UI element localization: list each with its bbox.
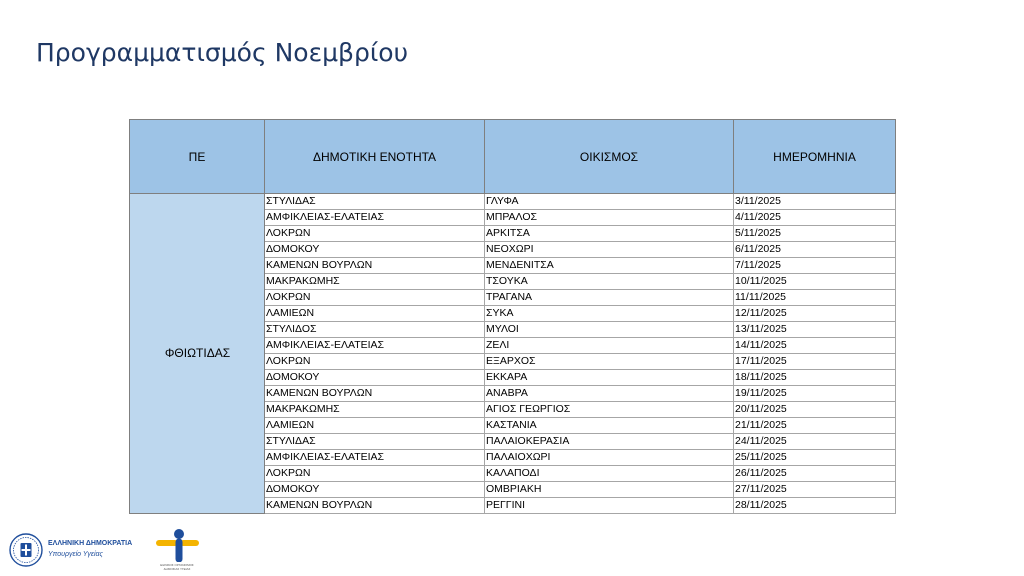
date-cell: 25/11/2025 [734, 450, 896, 466]
municipal-unit-cell: ΣΤΥΛΙΔΑΣ [265, 434, 485, 450]
date-cell: 19/11/2025 [734, 386, 896, 402]
table-header-row [130, 120, 896, 194]
table-row [130, 194, 896, 210]
header-municipal-unit: ΔΗΜΟΤΙΚΗ ΕΝΟΤΗΤΑ [265, 120, 485, 194]
municipal-unit-cell: ΔΟΜΟΚΟΥ [265, 370, 485, 386]
date-cell: 21/11/2025 [734, 418, 896, 434]
settlement-cell: ΓΛΥΦΑ [485, 194, 734, 210]
header-pe: ΠΕ [130, 120, 265, 194]
municipal-unit-cell: ΚΑΜΕΝΩΝ ΒΟΥΡΛΩΝ [265, 498, 485, 514]
settlement-cell: ΤΡΑΓΑΝΑ [485, 290, 734, 306]
date-cell: 24/11/2025 [734, 434, 896, 450]
region-cell: ΦΘΙΩΤΙΔΑΣ [130, 194, 265, 514]
eody-logo [154, 528, 200, 572]
municipal-unit-cell: ΜΑΚΡΑΚΩΜΗΣ [265, 402, 485, 418]
date-cell: 27/11/2025 [734, 482, 896, 498]
municipal-unit-cell: ΣΤΥΛΙΔΟΣ [265, 322, 485, 338]
date-cell: 14/11/2025 [734, 338, 896, 354]
page-title: Προγραμματισμός Νοεμβρίου [36, 38, 409, 67]
settlement-cell: ΠΑΛΑΙΟΚΕΡΑΣΙΑ [485, 434, 734, 450]
settlement-cell: ΟΜΒΡΙΑΚΗ [485, 482, 734, 498]
municipal-unit-cell: ΜΑΚΡΑΚΩΜΗΣ [265, 274, 485, 290]
date-cell: 11/11/2025 [734, 290, 896, 306]
date-cell: 17/11/2025 [734, 354, 896, 370]
date-cell: 20/11/2025 [734, 402, 896, 418]
settlement-cell: ΣΥΚΑ [485, 306, 734, 322]
date-cell: 3/11/2025 [734, 194, 896, 210]
settlement-cell: ΜΕΝΔΕΝΙΤΣΑ [485, 258, 734, 274]
settlement-cell: ΡΕΓΓΙΝΙ [485, 498, 734, 514]
municipal-unit-cell: ΚΑΜΕΝΩΝ ΒΟΥΡΛΩΝ [265, 386, 485, 402]
settlement-cell: ΑΡΚΙΤΣΑ [485, 226, 734, 242]
settlement-cell: ΚΑΣΤΑΝΙΑ [485, 418, 734, 434]
header-settlement: ΟΙΚΙΣΜΟΣ [485, 120, 734, 194]
gov-line1: ΕΛΛΗΝΙΚΗ ΔΗΜΟΚΡΑΤΙΑ [48, 540, 133, 547]
date-cell: 26/11/2025 [734, 466, 896, 482]
date-cell: 7/11/2025 [734, 258, 896, 274]
municipal-unit-cell: ΑΜΦΙΚΛΕΙΑΣ-ΕΛΑΤΕΙΑΣ [265, 210, 485, 226]
municipal-unit-cell: ΣΤΥΛΙΔΑΣ [265, 194, 485, 210]
settlement-cell: ΕΚΚΑΡΑ [485, 370, 734, 386]
greek-emblem-icon [8, 532, 44, 568]
settlement-cell: ΠΑΛΑΙΟΧΩΡΙ [485, 450, 734, 466]
municipal-unit-cell: ΑΜΦΙΚΛΕΙΑΣ-ΕΛΑΤΕΙΑΣ [265, 450, 485, 466]
date-cell: 13/11/2025 [734, 322, 896, 338]
date-cell: 18/11/2025 [734, 370, 896, 386]
date-cell: 6/11/2025 [734, 242, 896, 258]
municipal-unit-cell: ΛΑΜΙΕΩΝ [265, 306, 485, 322]
settlement-cell: ΑΓΙΟΣ ΓΕΩΡΓΙΟΣ [485, 402, 734, 418]
settlement-cell: ΜΠΡΑΛΟΣ [485, 210, 734, 226]
municipal-unit-cell: ΚΑΜΕΝΩΝ ΒΟΥΡΛΩΝ [265, 258, 485, 274]
date-cell: 28/11/2025 [734, 498, 896, 514]
municipal-unit-cell: ΔΟΜΟΚΟΥ [265, 242, 485, 258]
gov-logo-text [48, 540, 132, 558]
schedule-table [129, 119, 896, 514]
settlement-cell: ΖΕΛΙ [485, 338, 734, 354]
gov-line2: Υπουργείο Υγείας [48, 551, 103, 558]
eody-cross-icon [154, 528, 200, 562]
date-cell: 12/11/2025 [734, 306, 896, 322]
municipal-unit-cell: ΛΟΚΡΩΝ [265, 466, 485, 482]
settlement-cell: ΚΑΛΑΠΟΔΙ [485, 466, 734, 482]
date-cell: 10/11/2025 [734, 274, 896, 290]
settlement-cell: ΝΕΟΧΩΡΙ [485, 242, 734, 258]
settlement-cell: ΤΣΟΥΚΑ [485, 274, 734, 290]
settlement-cell: ΕΞΑΡΧΟΣ [485, 354, 734, 370]
municipal-unit-cell: ΔΟΜΟΚΟΥ [265, 482, 485, 498]
settlement-cell: ΜΥΛΟΙ [485, 322, 734, 338]
header-date: ΗΜΕΡΟΜΗΝΙΑ [734, 120, 896, 194]
date-cell: 4/11/2025 [734, 210, 896, 226]
municipal-unit-cell: ΛΑΜΙΕΩΝ [265, 418, 485, 434]
municipal-unit-cell: ΑΜΦΙΚΛΕΙΑΣ-ΕΛΑΤΕΙΑΣ [265, 338, 485, 354]
municipal-unit-cell: ΛΟΚΡΩΝ [265, 290, 485, 306]
eody-caption: ΕΘΝΙΚΟΣ ΟΡΓΑΝΙΣΜΟΣ ΔΗΜΟΣΙΑΣ ΥΓΕΙΑΣ [160, 563, 194, 571]
municipal-unit-cell: ΛΟΚΡΩΝ [265, 354, 485, 370]
settlement-cell: ΑΝΑΒΡΑ [485, 386, 734, 402]
date-cell: 5/11/2025 [734, 226, 896, 242]
municipal-unit-cell: ΛΟΚΡΩΝ [265, 226, 485, 242]
